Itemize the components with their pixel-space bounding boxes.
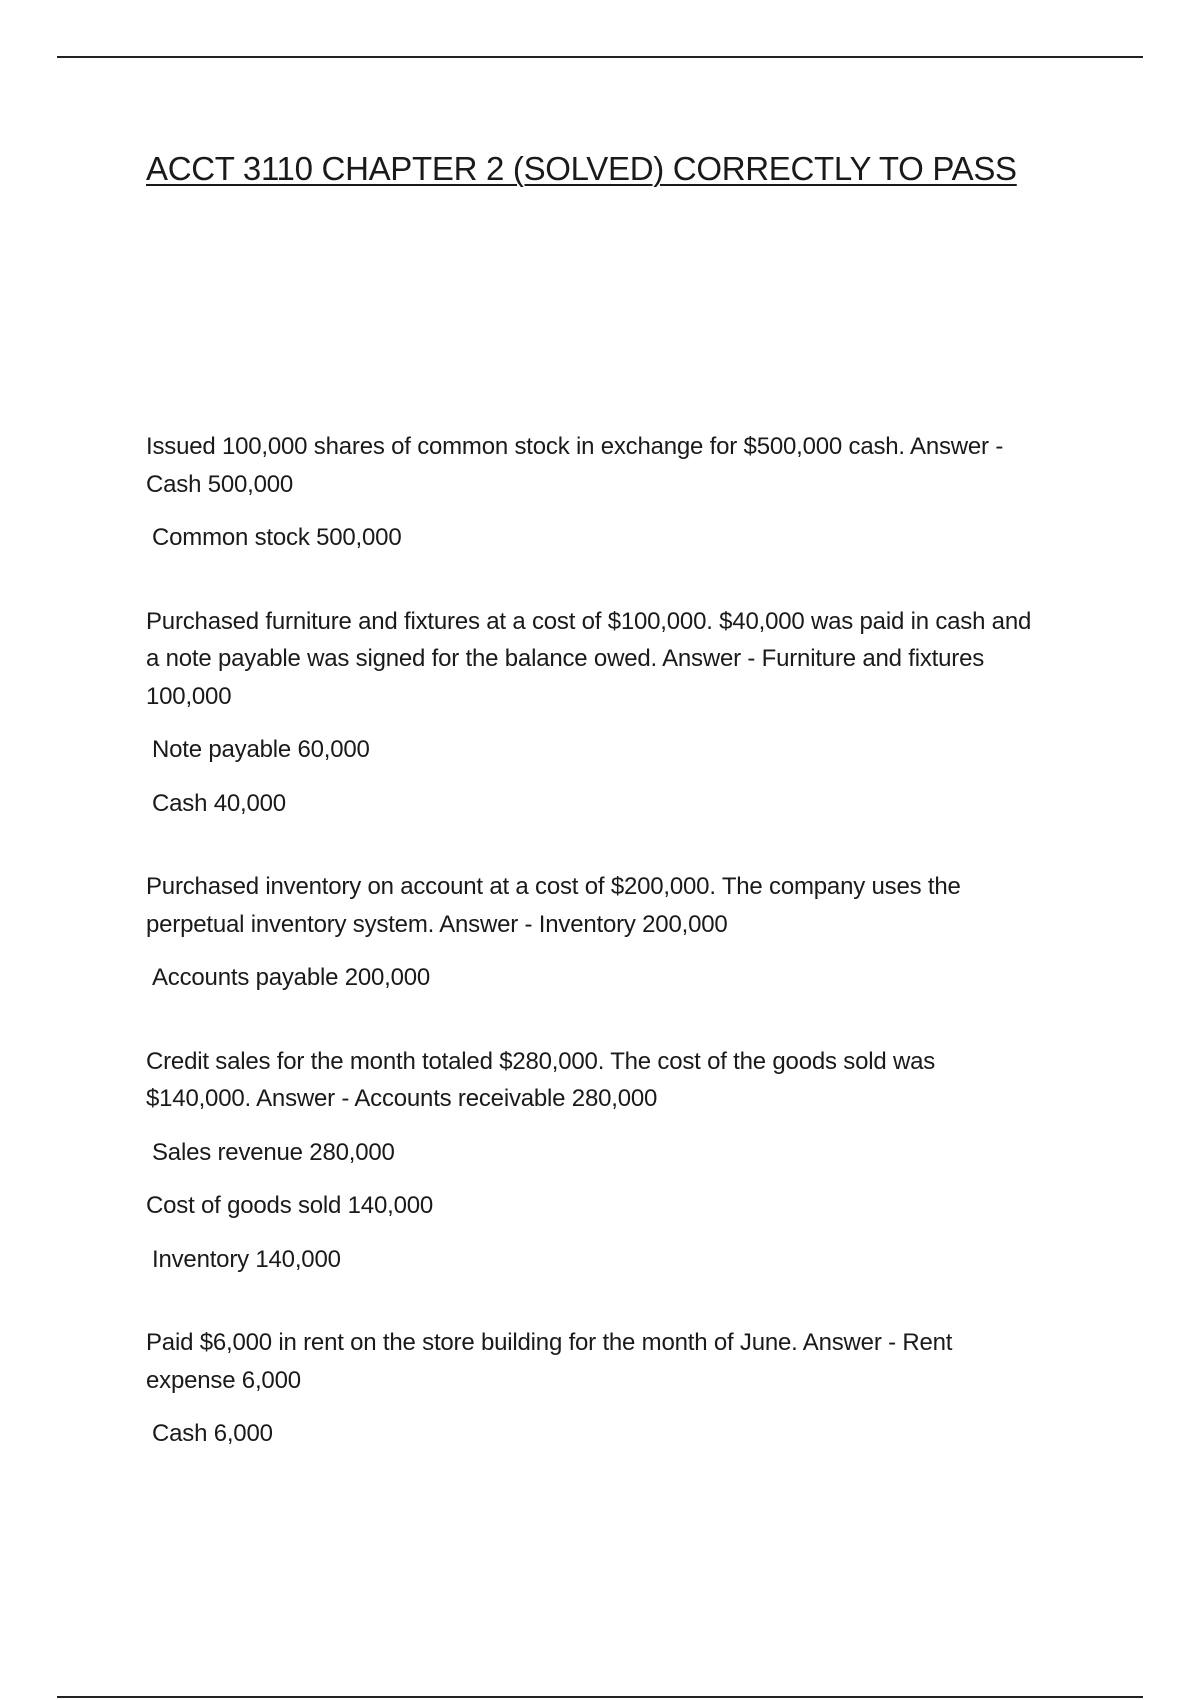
answer-line: Common stock 500,000 (152, 524, 402, 551)
answer-line: Inventory 140,000 (152, 1245, 341, 1273)
entry-2 (146, 603, 1046, 823)
question-text: Purchased furniture and fixtures at a cost of $100,000. $40,000 was paid in cash and a note payable was signed for the balance owed. Answer - Furniture and fixtures 100,000 (146, 607, 1032, 710)
answer-line: Cash 6,000 (152, 1420, 273, 1447)
entry-5 (146, 1324, 1046, 1453)
page-title: ACCT 3110 CHAPTER 2 (SOLVED) CORRECTLY TO PASS (146, 150, 1017, 187)
answer-line: Sales revenue 280,000 (152, 1138, 395, 1166)
question-text: Credit sales for the month totaled $280,000. The cost of the goods sold was $140,000. Answer - Accounts receivable 280,000 (146, 1047, 936, 1112)
header-rule (57, 56, 1143, 58)
entry-4 (146, 1043, 1046, 1279)
answer-line: Cost of goods sold 140,000 (146, 1192, 434, 1219)
question-text: Purchased inventory on account at a cost of $200,000. The company uses the perpetual inventory system. Answer - Inventory 200,000 (146, 873, 961, 938)
question-text: Paid $6,000 in rent on the store building for the month of June. Answer - Rent expense 6,000 (146, 1329, 953, 1394)
document-body (146, 428, 1046, 1499)
answer-line: Cash 40,000 (152, 789, 286, 817)
question-text: Issued 100,000 shares of common stock in exchange for $500,000 cash. Answer - Cash 500,000 (146, 433, 1004, 498)
answer-line: Note payable 60,000 (152, 736, 370, 763)
entry-3 (146, 868, 1046, 997)
entry-1 (146, 428, 1046, 557)
answer-line: Accounts payable 200,000 (152, 964, 431, 991)
footer-rule (57, 1696, 1143, 1698)
